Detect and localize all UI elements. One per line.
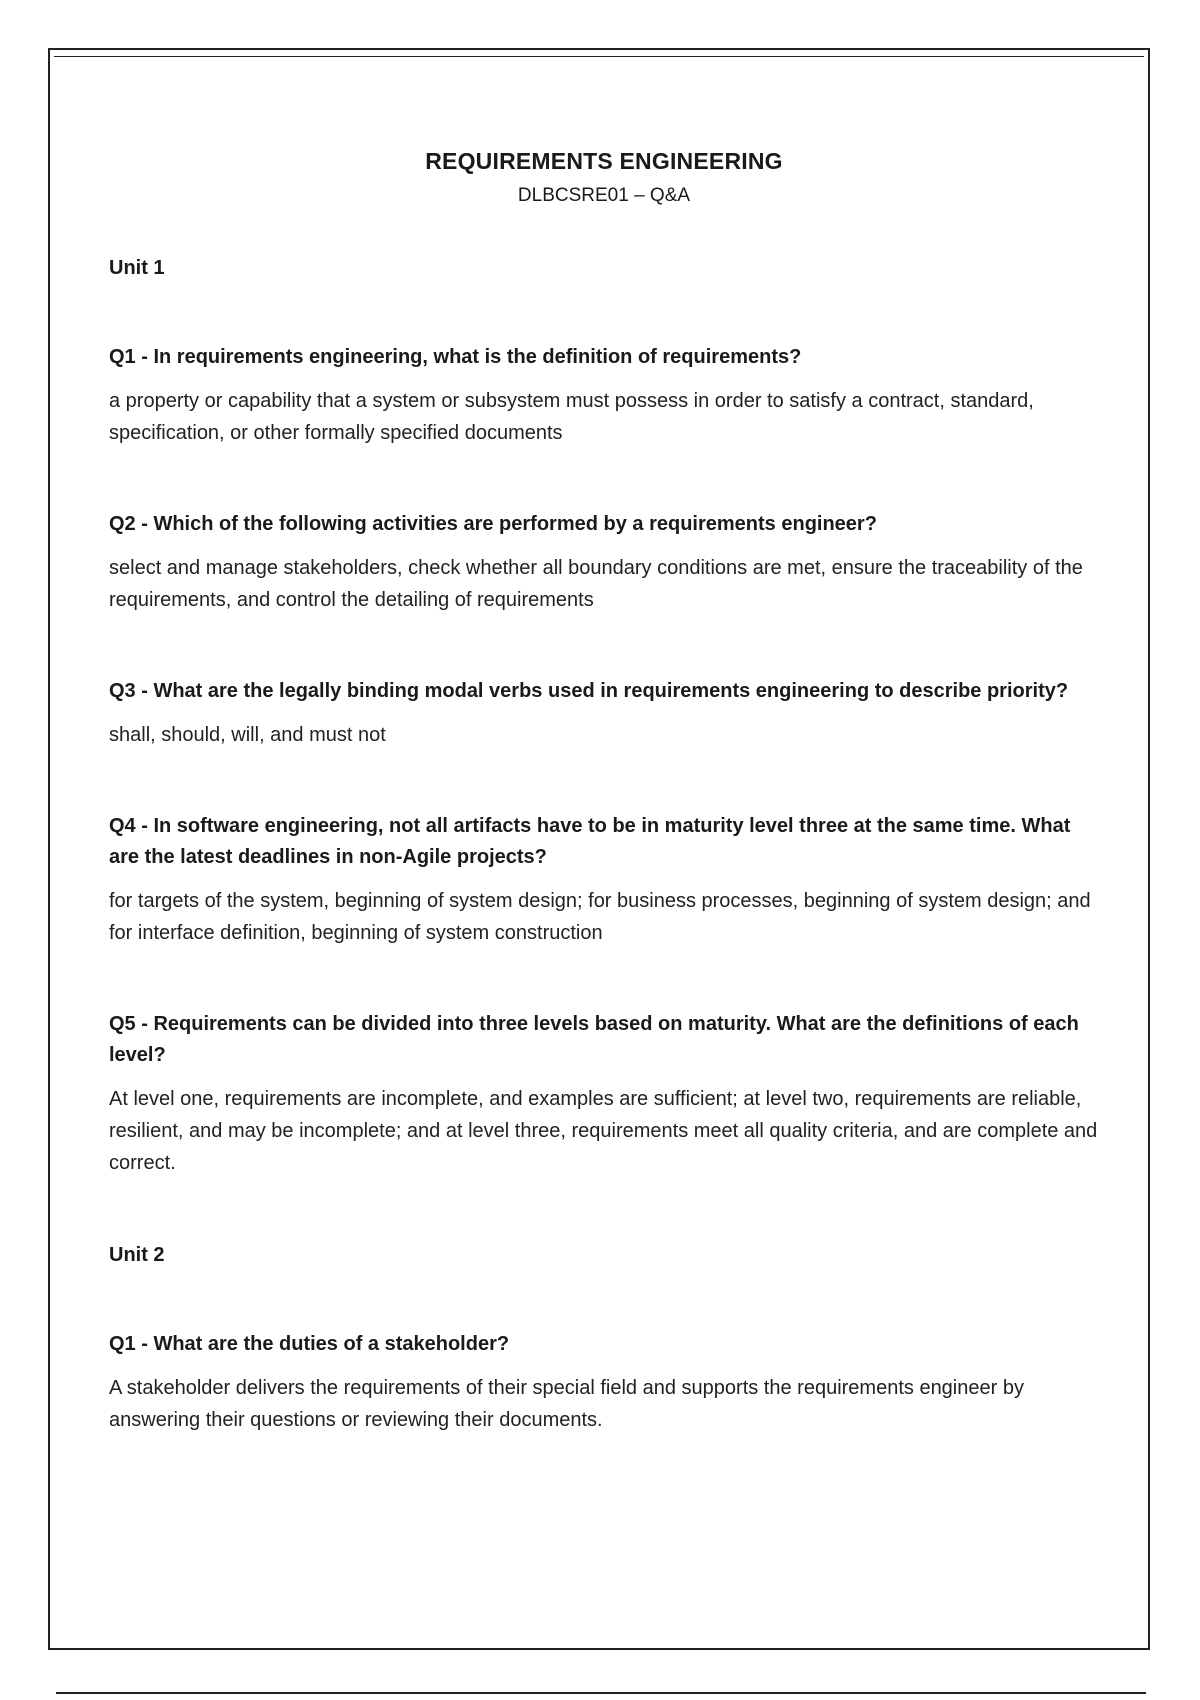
document-title: REQUIREMENTS ENGINEERING	[425, 148, 783, 174]
qa-item	[109, 811, 1099, 949]
question-text: Q4 - In software engineering, not all artifacts have to be in maturity level three at the same time. What are the latest deadlines in non-Agile projects?	[109, 815, 1071, 868]
document-subtitle: DLBCSRE01 – Q&A	[517, 185, 691, 206]
qa-item	[109, 342, 1099, 449]
footer-rule	[56, 1692, 1146, 1694]
qa-item	[109, 676, 1099, 751]
document-body	[109, 148, 1099, 1436]
answer-text: A stakeholder delivers the requirements of their special field and supports the requirements engineer by answering their questions or reviewing their documents.	[109, 1377, 1024, 1431]
qa-item	[109, 1329, 1099, 1436]
question-text: Q1 - What are the duties of a stakeholder?	[109, 1333, 510, 1355]
question-text: Q3 - What are the legally binding modal verbs used in requirements engineering to describe priority?	[109, 680, 1069, 702]
unit-heading: Unit 1	[109, 257, 165, 279]
page-border-inner-line	[54, 56, 1144, 57]
unit-heading: Unit 2	[109, 1244, 165, 1266]
question-text: Q1 - In requirements engineering, what is the definition of requirements?	[109, 346, 802, 368]
answer-text: shall, should, will, and must not	[109, 724, 386, 746]
answer-text: a property or capability that a system or subsystem must possess in order to satisfy a contract, standard, specification, or other formally specified documents	[109, 390, 1034, 444]
question-text: Q5 - Requirements can be divided into three levels based on maturity. What are the definitions of each level?	[109, 1013, 1079, 1066]
answer-text: for targets of the system, beginning of system design; for business processes, beginning of system design; and for interface definition, beginning of system construction	[109, 890, 1091, 944]
answer-text: At level one, requirements are incomplete, and examples are sufficient; at level two, requirements are reliable, resilient, and may be incomplete; and at level three, requirements meet all quality criteria, and are complete and correct.	[109, 1088, 1098, 1174]
answer-text: select and manage stakeholders, check whether all boundary conditions are met, ensure the traceability of the requirements, and control the detailing of requirements	[109, 557, 1083, 611]
unit-section	[109, 257, 1099, 1179]
question-text: Q2 - Which of the following activities are performed by a requirements engineer?	[109, 513, 877, 535]
qa-item	[109, 509, 1099, 616]
qa-item	[109, 1009, 1099, 1179]
unit-section	[109, 1244, 1099, 1436]
